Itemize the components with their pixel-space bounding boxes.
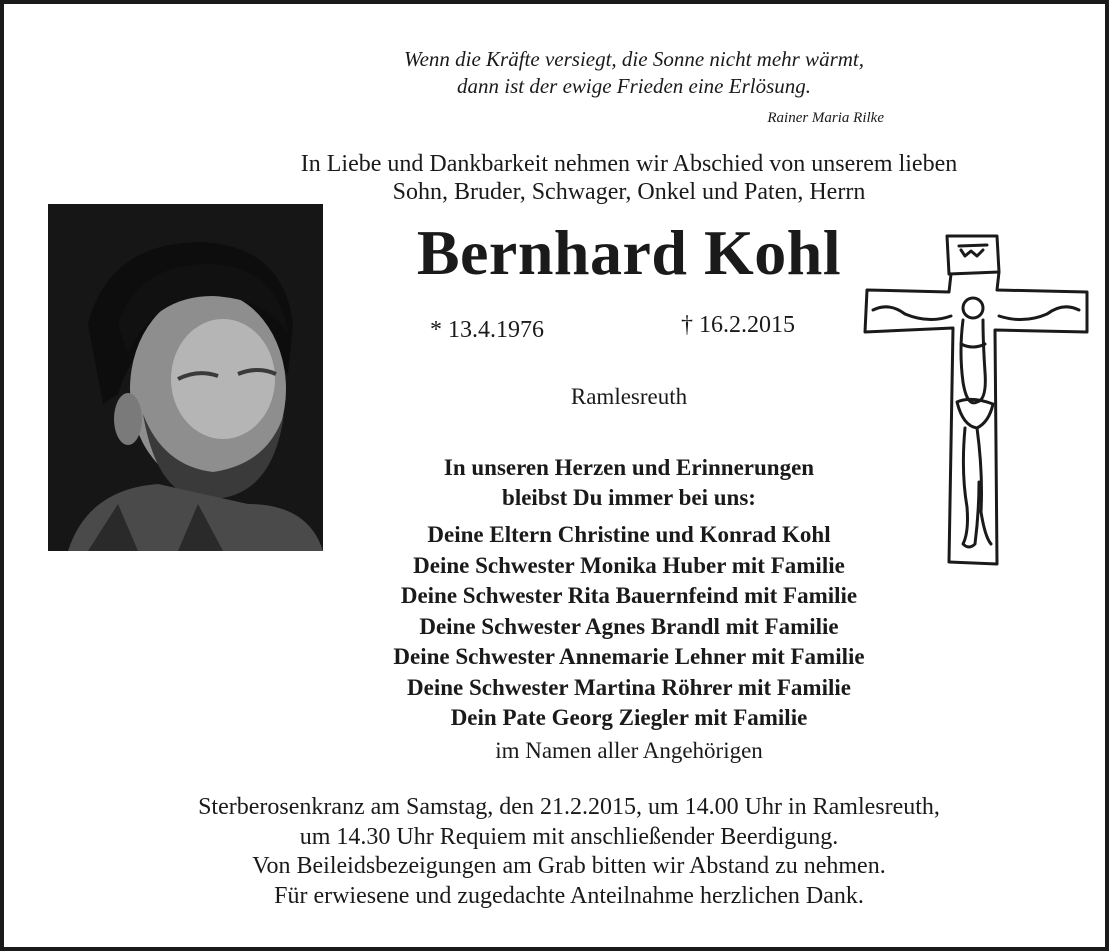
intro-line-2: Sohn, Bruder, Schwager, Onkel und Paten, Herrn: [392, 179, 866, 205]
service-line-4: Für erwiesene und zugedachte Anteilnahme herzlichen Dank.: [274, 882, 864, 909]
intro-text: [124, 150, 1109, 206]
memory-line-2: bleibst Du immer bei uns:: [502, 485, 756, 510]
relatives-note: im Namen aller Angehörigen: [495, 738, 763, 763]
intro-line-1: In Liebe und Dankbarkeit nehmen wir Abschied von unserem lieben: [300, 151, 958, 177]
quote-line-1: Wenn die Kräfte versiegt, die Sonne nicht mehr wärmt,: [404, 47, 864, 71]
mourner-entry: Dein Pate Georg Ziegler mit Familie: [450, 705, 808, 730]
service-line-3: Von Beileidsbezeigungen am Grab bitten wir Abstand zu nehmen.: [252, 853, 886, 879]
birth-date: * 13.4.1976: [430, 317, 544, 343]
mourner-entry: Deine Schwester Martina Röhrer mit Familie: [407, 674, 851, 700]
quote: [244, 46, 1024, 100]
portrait-photo: [48, 204, 323, 551]
mourner-entry: Deine Schwester Annemarie Lehner mit Familie: [393, 644, 865, 669]
death-date: † 16.2.2015: [681, 312, 795, 338]
deceased-name: Bernhard Kohl: [416, 217, 842, 288]
portrait-silhouette: [48, 204, 323, 551]
service-details: [64, 793, 1074, 911]
mourner-entry: Deine Eltern Christine und Konrad Kohl: [427, 522, 831, 547]
memory-text: [294, 453, 964, 513]
service-line-2: um 14.30 Uhr Requiem mit anschließender Beerdigung.: [299, 823, 839, 850]
quote-author: Rainer Maria Rilke: [767, 110, 884, 126]
mourner-entry: Deine Schwester Rita Bauernfeind mit Familie: [400, 583, 858, 608]
quote-line-2: dann ist der ewige Frieden eine Erlösung.: [456, 74, 812, 98]
mourner-entry: Deine Schwester Agnes Brandl mit Familie: [419, 613, 839, 639]
mourner-entry: Deine Schwester Monika Huber mit Familie: [413, 552, 845, 578]
mourners-list: [254, 520, 1004, 734]
service-line-1: Sterberosenkranz am Samstag, den 21.2.2015, um 14.00 Uhr in Ramlesreuth,: [198, 794, 940, 820]
hometown: Ramlesreuth: [570, 384, 688, 409]
memory-line-1: In unseren Herzen und Erinnerungen: [443, 455, 815, 480]
